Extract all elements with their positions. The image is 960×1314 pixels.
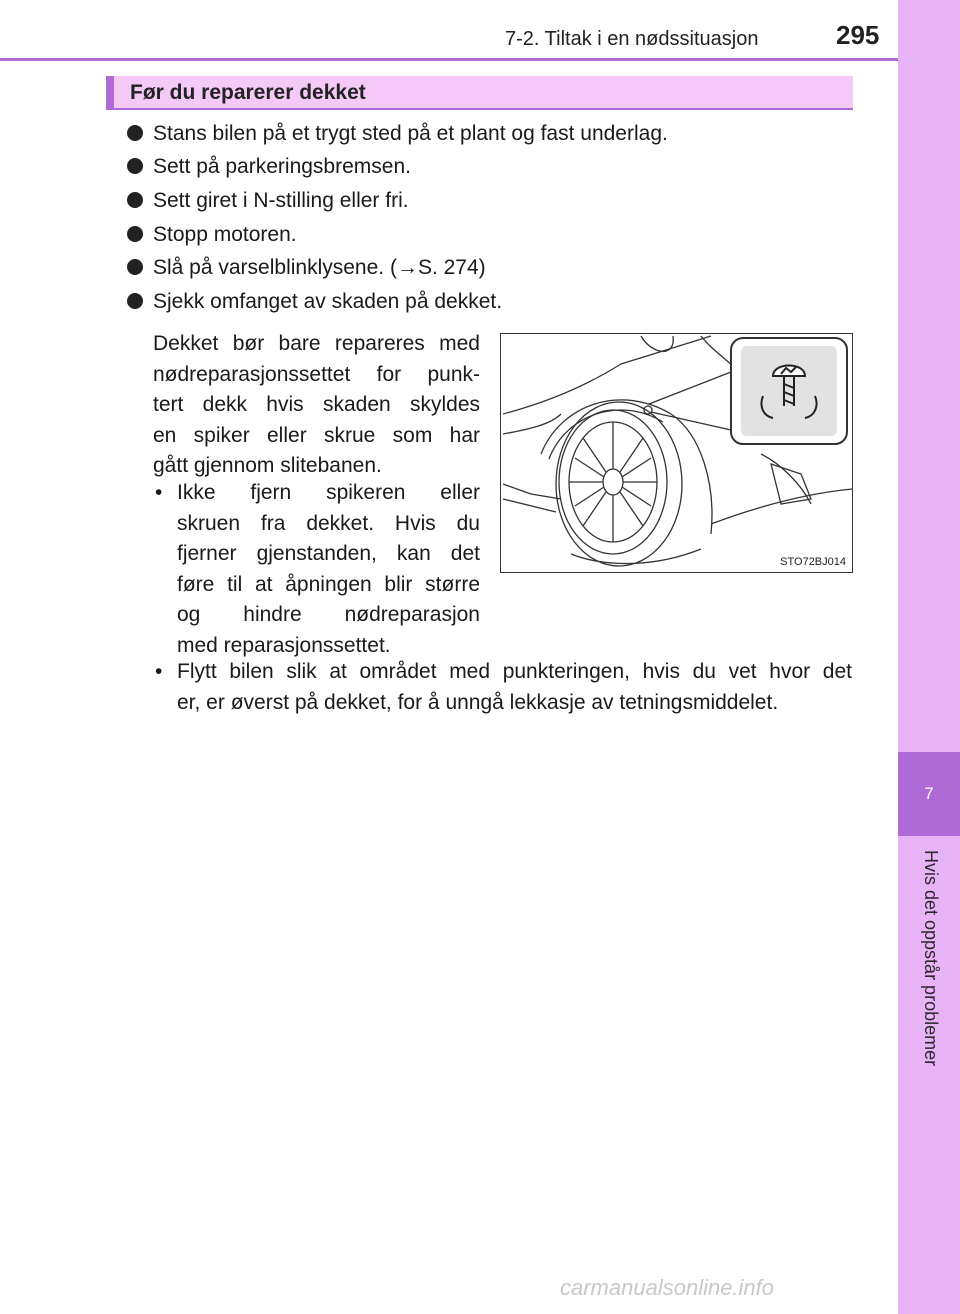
- bullet-dot-icon: [127, 192, 143, 208]
- tire-illustration: [500, 333, 853, 573]
- bullet-dot-icon: [127, 293, 143, 309]
- bullet-item: Stans bilen på et trygt sted på et plant og fast underlag.: [127, 122, 668, 146]
- bullet-item: Slå på varselblinklysene. (→S. 274): [127, 256, 486, 280]
- bullet-item: Sett på parkeringsbremsen.: [127, 155, 411, 179]
- bullet-item: Sett giret i N-stilling eller fri.: [127, 189, 409, 213]
- bullet-dot-icon: [127, 226, 143, 242]
- bullet-item: Stopp motoren.: [127, 223, 297, 247]
- chapter-number: 7: [924, 784, 934, 803]
- page-number: 295: [836, 20, 880, 50]
- bullet-item: Sjekk omfanget av skaden på dekket.: [127, 290, 502, 314]
- damage-paragraph: Dekket bør bare repareres med nødreparasjonssettet for punk- tert dekk hvis skaden skyldes en spiker eller skrue som har gått gjennom slitebanen.: [153, 332, 480, 477]
- bullet-dot-icon: [127, 158, 143, 174]
- sub-bullet-item: • Ikke fjern spikeren eller skruen fra dekket. Hvis du fjerner gjenstanden, kan det føre til at åpningen blir større og hindre nødreparasjon med reparasjonssettet.: [177, 478, 480, 661]
- chapter-number-box: [898, 752, 960, 836]
- section-heading: Før du reparerer dekket: [130, 81, 366, 104]
- chapter-label: Hvis det oppstår problemer: [921, 850, 941, 1067]
- watermark: carmanualsonline.info: [560, 1275, 775, 1300]
- header-divider: [0, 58, 898, 61]
- sub-bullet-marker: •: [155, 481, 163, 504]
- figure-code: STO72BJ014: [780, 556, 846, 568]
- sub-bullet-marker: •: [155, 660, 163, 683]
- sub-bullet-item: • Flytt bilen slik at området med punkteringen, hvis du vet hvor det er, er øverst på dekket, for å unngå lekkasje av tetningsmiddelet.: [177, 657, 852, 718]
- bullet-dot-icon: [127, 259, 143, 275]
- section-heading-bar: [106, 76, 853, 110]
- bullet-dot-icon: [127, 125, 143, 141]
- flat-tire-screw-illustration: [501, 334, 852, 572]
- section-title: 7-2. Tiltak i en nødssituasjon: [505, 28, 759, 50]
- side-tab: [898, 0, 960, 1314]
